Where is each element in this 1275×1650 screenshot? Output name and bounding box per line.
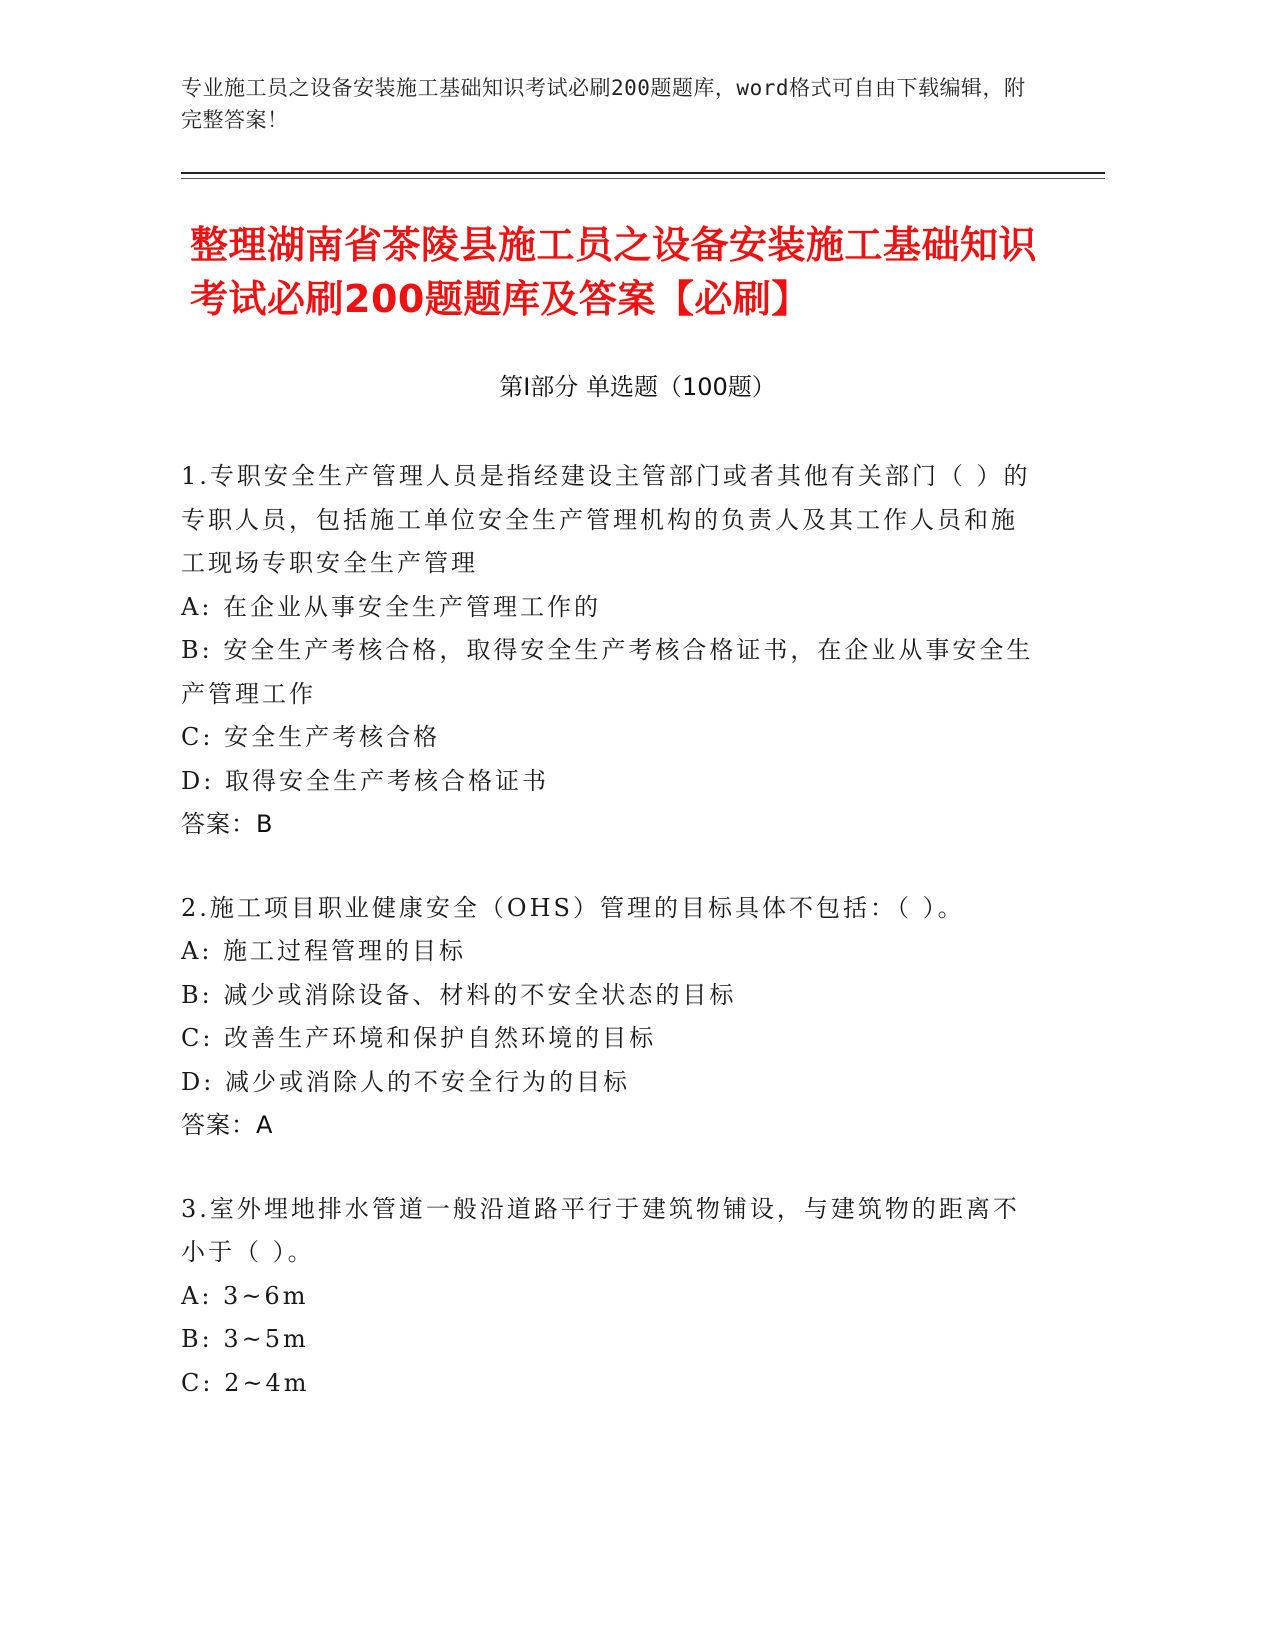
question-stem: 2.施工项目职业健康安全（OHS）管理的目标具体不包括：（ ）。 xyxy=(181,893,965,922)
question-stem: 1.专职安全生产管理人员是指经建设主管部门或者其他有关部门（ ）的专职人员，包括施工单位安全生产管理机构的负责人及其工作人员和施工现场专职安全生产管理 xyxy=(181,462,1031,577)
header-divider-thin xyxy=(181,178,1105,179)
question-2 xyxy=(181,887,1041,1148)
answer-label: 答案：B xyxy=(181,810,274,838)
option-c: C: 2~4m xyxy=(181,1368,310,1397)
option-a: A: 施工过程管理的目标 xyxy=(181,937,467,965)
option-a: A: 3~6m xyxy=(181,1281,309,1310)
option-b: B: 减少或消除设备、材料的不安全状态的目标 xyxy=(181,980,737,1009)
section-heading: 第Ⅰ部分 单选题（100题） xyxy=(499,373,776,401)
header-note: 专业施工员之设备安装施工基础知识考试必刷200题题库，word格式可自由下载编辑，附完整答案！ xyxy=(181,76,1026,132)
question-1 xyxy=(181,455,1041,847)
option-c: C: 安全生产考核合格 xyxy=(181,723,441,751)
question-stem: 3.室外埋地排水管道一般沿道路平行于建筑物铺设，与建筑物的距离不小于（ ）。 xyxy=(181,1194,1020,1266)
document-title: 整理湖南省茶陵县施工员之设备安装施工基础知识考试必刷200题题库及答案【必刷】 xyxy=(190,223,1038,321)
question-3 xyxy=(181,1188,1041,1406)
question-list xyxy=(181,455,1041,1445)
answer-label: 答案：A xyxy=(181,1111,274,1139)
option-a: A: 在企业从事安全生产管理工作的 xyxy=(181,592,602,621)
option-c: C: 改善生产环境和保护自然环境的目标 xyxy=(181,1024,657,1052)
option-d: D: 取得安全生产考核合格证书 xyxy=(181,766,549,795)
option-b: B: 安全生产考核合格，取得安全生产考核合格证书，在企业从事安全生产管理工作 xyxy=(181,636,1034,708)
header-divider-thick xyxy=(181,172,1105,174)
option-d: D: 减少或消除人的不安全行为的目标 xyxy=(181,1067,630,1096)
option-b: B: 3~5m xyxy=(181,1325,309,1353)
